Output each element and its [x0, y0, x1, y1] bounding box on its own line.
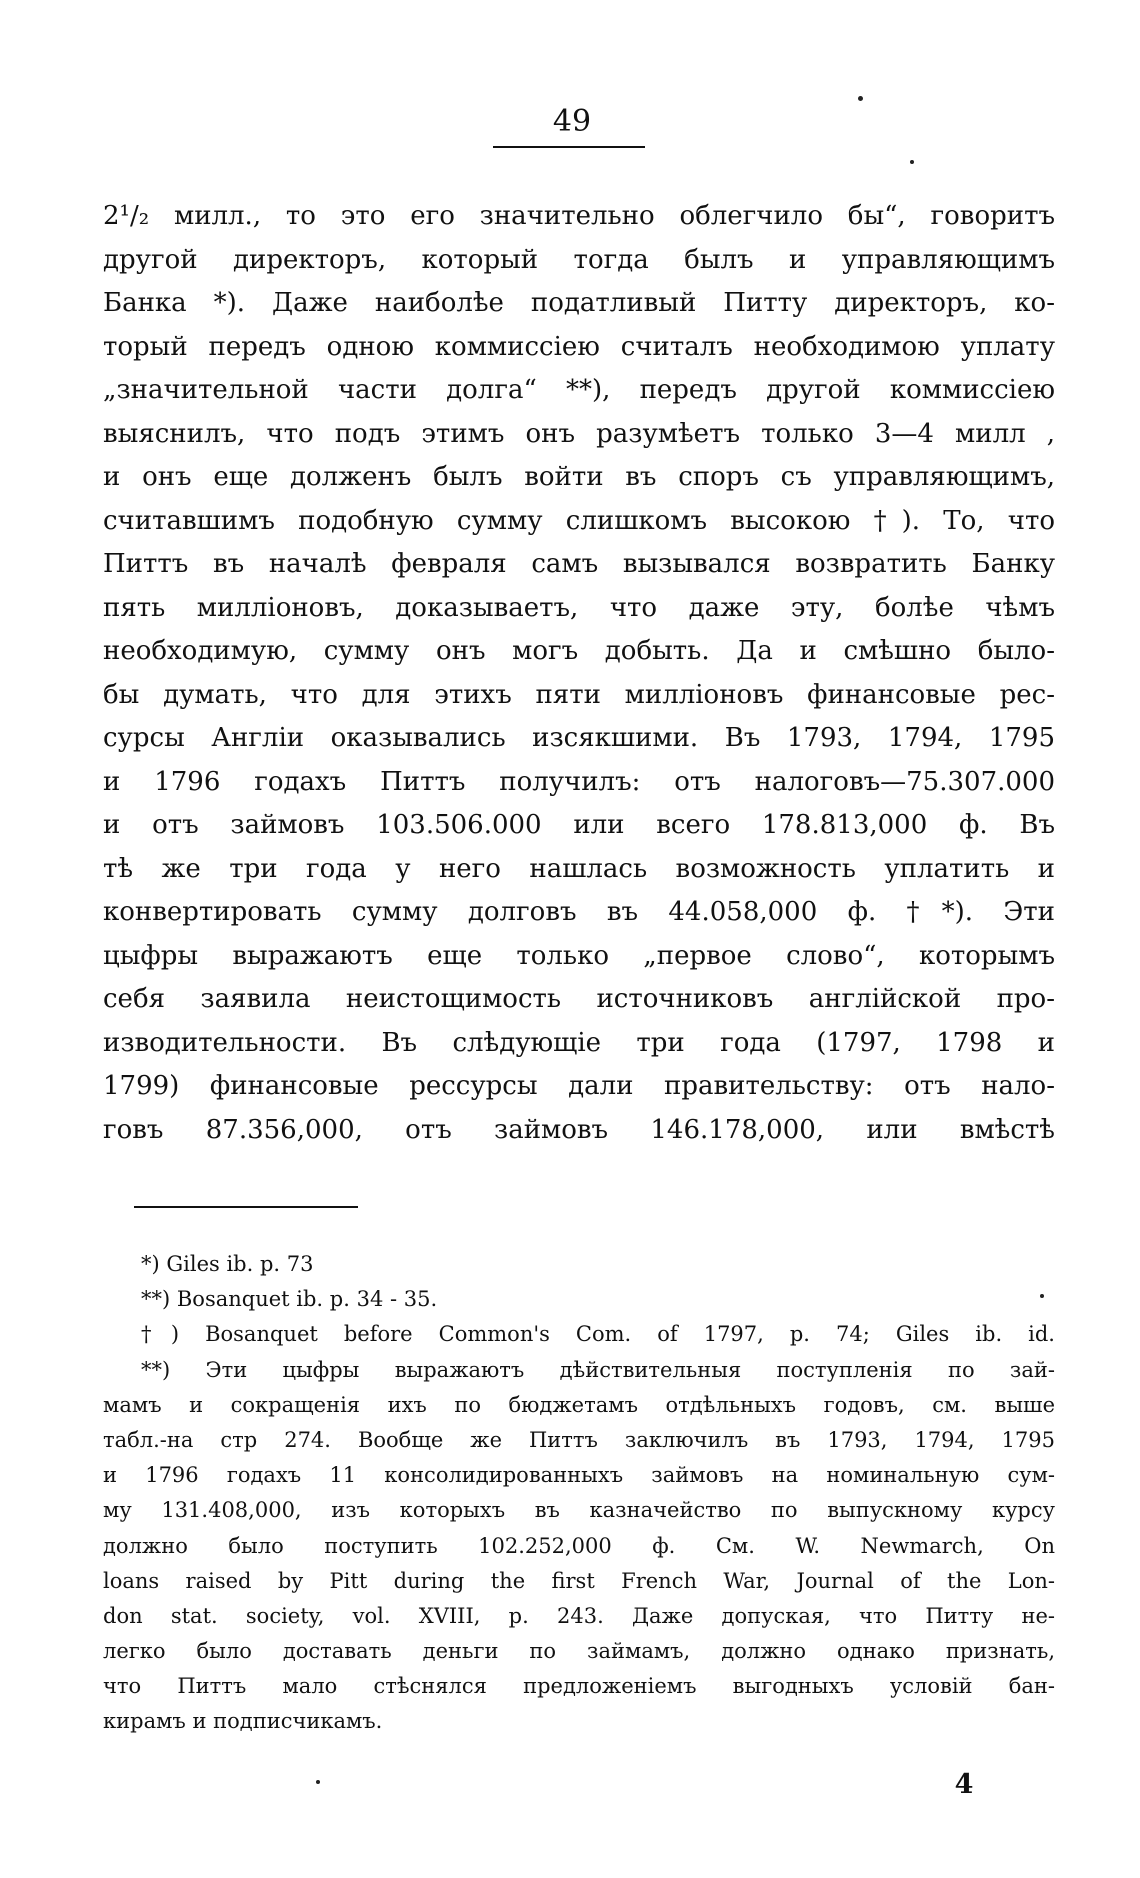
footnote-line: му 131.408,000, изъ которыхъ въ казначейство по выпускному курсу — [103, 1498, 1055, 1523]
footnote-rule — [134, 1206, 358, 1208]
footnote-line: *) Giles ib. p. 73 — [141, 1252, 314, 1276]
page-number: 49 — [552, 104, 592, 139]
body-line: и отъ займовъ 103.506.000 или всего 178.813,000 ф. Въ — [103, 810, 1055, 840]
body-line: сурсы Англіи оказывались изсякшими. Въ 1793, 1794, 1795 — [103, 723, 1055, 753]
footnote-line: †) Bosanquet before Common's Com. of 1797, p. 74; Giles ib. id. — [141, 1322, 1055, 1347]
body-line: выяснилъ, что подъ этимъ онъ разумѣетъ только 3—4 милл , — [103, 418, 1055, 449]
header-rule — [493, 146, 645, 148]
body-line: другой директоръ, который тогда былъ и управляющимъ — [103, 244, 1055, 275]
body-line: и онъ еще долженъ былъ войти въ споръ съ управляющимъ, — [103, 462, 1055, 492]
print-speck — [858, 96, 863, 101]
footnote-line: **) Bosanquet ib. p. 34 - 35. — [141, 1287, 438, 1312]
footnote-line: loans raised by Pitt during the first French War, Journal of the Lon- — [103, 1568, 1055, 1593]
print-speck — [1040, 1294, 1044, 1298]
footnote-line: легко было доставать деньги по займамъ, должно однако признать, — [103, 1639, 1055, 1664]
body-line: бы думать, что для этихъ пяти милліоновъ финансовые рес- — [103, 679, 1055, 710]
footnote-line: don stat. society, vol. XVIII, p. 243. Даже допуская, что Питту не- — [103, 1603, 1055, 1628]
footnote-line: и 1796 годахъ 11 консолидированныхъ займовъ на номинальную сум- — [103, 1463, 1055, 1488]
body-text — [103, 195, 1055, 1152]
print-speck — [910, 160, 914, 164]
footnote-line: что Питтъ мало стѣснялся предложеніемъ выгодныхъ условій бан- — [103, 1674, 1055, 1699]
footnote-line: должно было поступить 102.252,000 ф. См. W. Newmarch, On — [103, 1533, 1055, 1558]
body-line: Питтъ въ началѣ февраля самъ вызывался возвратить Банку — [103, 549, 1055, 579]
signature-mark: 4 — [954, 1769, 974, 1800]
footnote-line: мамъ и сокращенія ихъ по бюджетамъ отдѣльныхъ годовъ, см. выше — [103, 1392, 1055, 1417]
body-line: считавшимъ подобную сумму слишкомъ высокою †). То, что — [103, 505, 1055, 536]
body-line: тѣ же три года у него нашлась возможность уплатить и — [103, 853, 1055, 884]
body-line: необходимую, сумму онъ могъ добыть. Да и смѣшно было- — [103, 636, 1055, 666]
body-line: себя заявила неистощимость источниковъ англійской про- — [103, 984, 1055, 1014]
body-line: цыфры выражаютъ еще только „первое слово“, которымъ — [103, 940, 1055, 971]
body-line: торый передъ одною коммиссіею считалъ необходимою уплату — [103, 331, 1055, 362]
body-line: пять милліоновъ, доказываетъ, что даже эту, болѣе чѣмъ — [103, 592, 1055, 623]
body-line: и 1796 годахъ Питтъ получилъ: отъ налоговъ—75.307.000 — [103, 766, 1055, 797]
body-line: 2¹/₂ милл., то это его значительно облегчило бы“, говоритъ — [103, 201, 1055, 231]
print-speck — [316, 1780, 320, 1784]
footnote-line: кирамъ и подписчикамъ. — [103, 1709, 383, 1734]
footnotes — [103, 1247, 1055, 1740]
body-line: конвертировать сумму долговъ въ 44.058,000 ф. †*). Эти — [103, 897, 1055, 927]
body-line: изводительности. Въ слѣдующіе три года (1797, 1798 и — [103, 1027, 1055, 1058]
footnote-line: **) Эти цыфры выражаютъ дѣйствительныя поступленія по зай- — [141, 1357, 1055, 1382]
body-line: „значительной части долга“ **), передъ другой коммиссіею — [103, 375, 1055, 405]
body-line: Банка *). Даже наиболѣе податливый Питту директоръ, ко- — [103, 288, 1055, 318]
footnote-line: табл.-на стр 274. Вообще же Питтъ заключилъ въ 1793, 1794, 1795 — [103, 1427, 1055, 1452]
body-line: 1799) финансовые рессурсы дали правительству: отъ нало- — [103, 1071, 1055, 1101]
body-line: говъ 87.356,000, отъ займовъ 146.178,000, или вмѣстѣ — [103, 1114, 1055, 1145]
